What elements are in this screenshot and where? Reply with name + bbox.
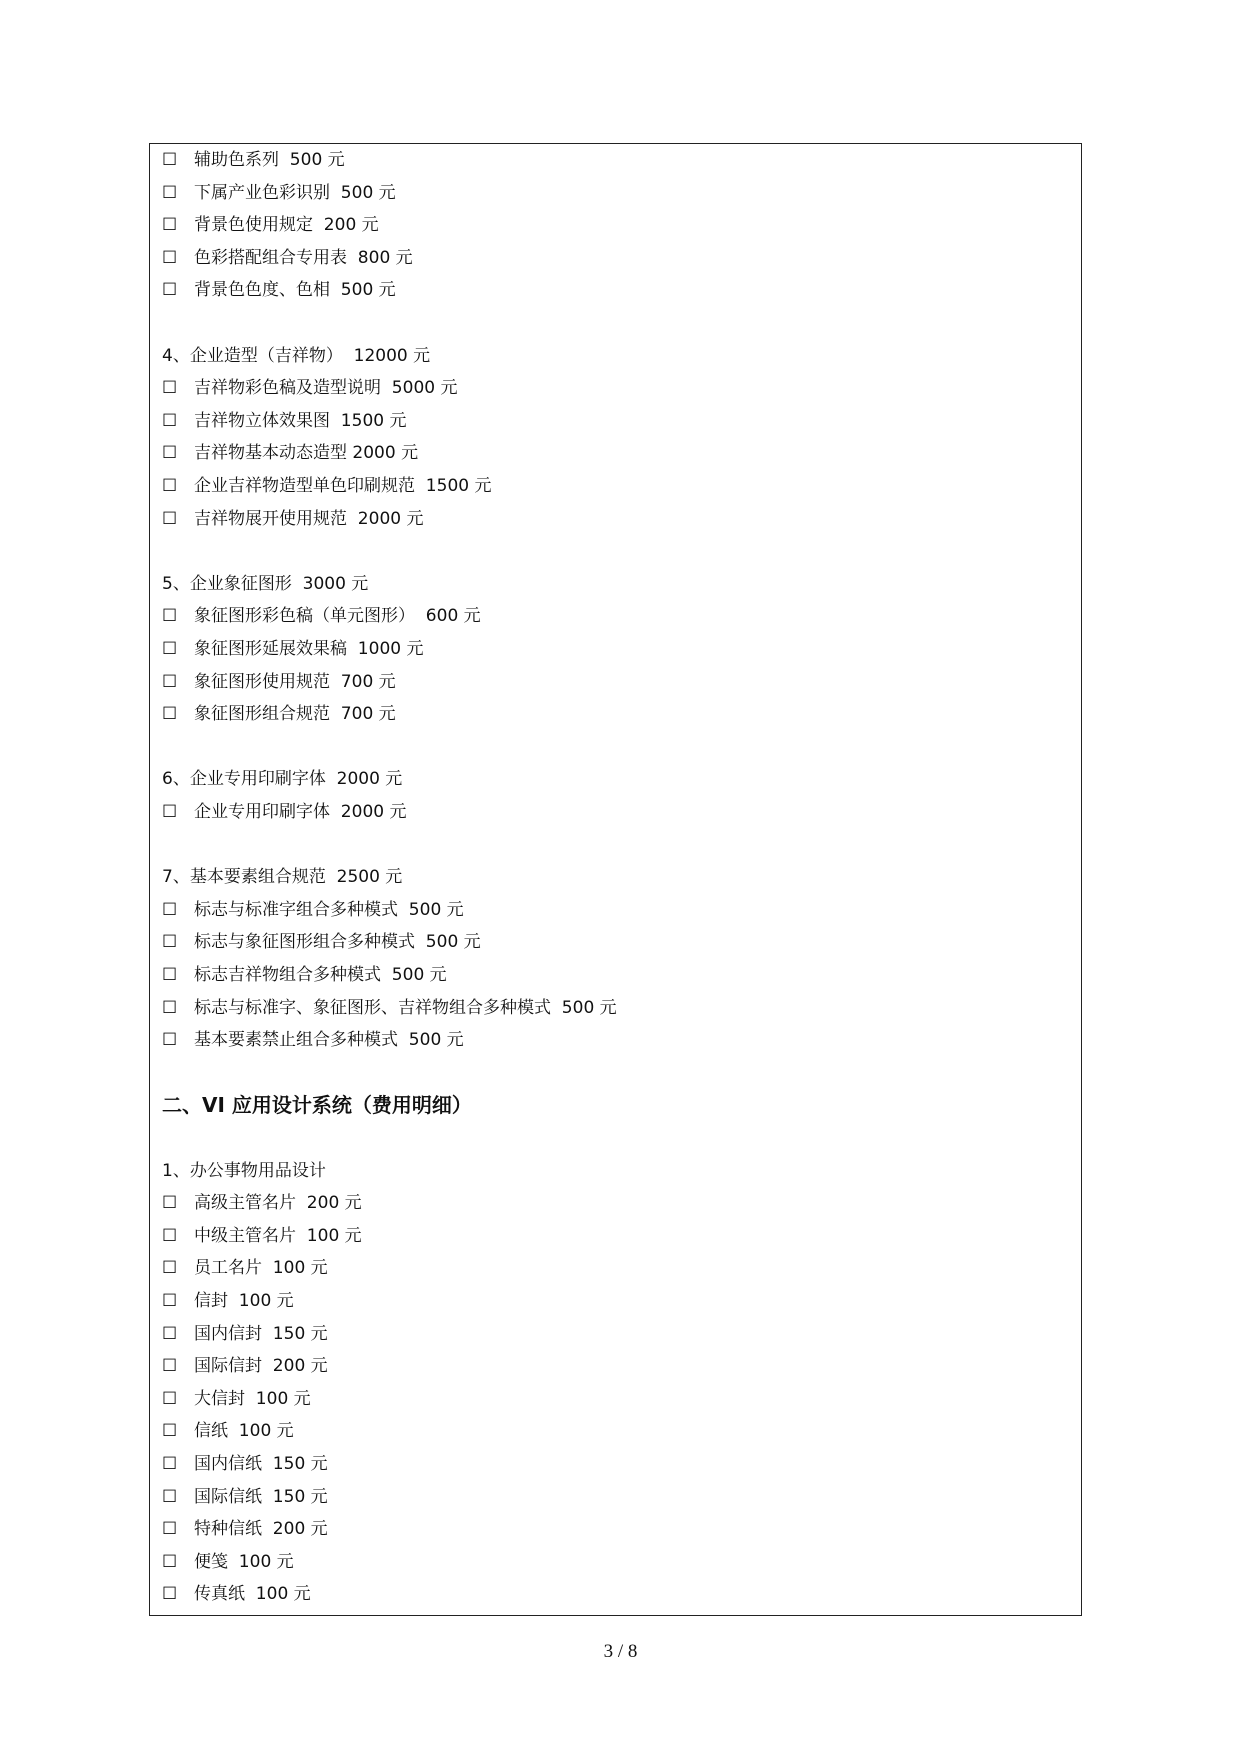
item-label: 色彩搭配组合专用表 800 元 <box>194 247 413 268</box>
group-heading: 6、企业专用印刷字体 2000 元 <box>162 769 403 790</box>
checkbox-icon[interactable]: ☐ <box>162 1421 178 1442</box>
checkbox-icon[interactable]: ☐ <box>162 639 178 659</box>
checklist-item[interactable] <box>162 1550 294 1574</box>
item-label: 大信封 100 元 <box>194 1388 311 1409</box>
checkbox-icon[interactable]: ☐ <box>162 932 178 953</box>
checkbox-icon[interactable]: ☐ <box>162 247 178 268</box>
checklist-item[interactable] <box>162 213 379 237</box>
group-heading: 1、办公事物用品设计 <box>162 1160 326 1181</box>
checkbox-icon[interactable]: ☐ <box>162 704 178 725</box>
checklist-item[interactable] <box>162 1452 328 1476</box>
group-heading: 7、基本要素组合规范 2500 元 <box>162 867 403 888</box>
checkbox-icon[interactable]: ☐ <box>162 410 178 431</box>
checklist-item[interactable] <box>162 474 491 498</box>
checklist-item[interactable] <box>162 800 406 824</box>
checkbox-icon[interactable]: ☐ <box>162 1291 178 1311</box>
checklist-item[interactable] <box>162 441 418 465</box>
checkbox-icon[interactable]: ☐ <box>162 899 178 920</box>
checklist-item[interactable] <box>162 1224 362 1248</box>
checklist-item[interactable] <box>162 1354 328 1378</box>
checklist-item[interactable] <box>162 1387 311 1411</box>
checkbox-icon[interactable]: ☐ <box>162 1323 178 1344</box>
item-label: 吉祥物展开使用规范 2000 元 <box>194 508 424 529</box>
checklist-item[interactable] <box>162 702 396 726</box>
checklist-item[interactable] <box>162 181 396 205</box>
checkbox-icon[interactable]: ☐ <box>162 1030 178 1051</box>
checkbox-icon[interactable]: ☐ <box>162 606 178 627</box>
checklist-item[interactable] <box>162 409 406 433</box>
checkbox-icon[interactable]: ☐ <box>162 1584 178 1605</box>
checkbox-icon[interactable]: ☐ <box>162 443 178 464</box>
checkbox-icon[interactable]: ☐ <box>162 1388 178 1409</box>
checklist-item[interactable] <box>162 246 413 270</box>
checkbox-icon[interactable]: ☐ <box>162 997 178 1018</box>
item-label: 国际信封 200 元 <box>194 1356 328 1377</box>
checkbox-icon[interactable]: ☐ <box>162 1356 178 1377</box>
item-label: 特种信纸 200 元 <box>194 1519 328 1540</box>
item-label: 背景色色度、色相 500 元 <box>194 280 396 301</box>
item-label: 辅助色系列 500 元 <box>194 150 345 170</box>
item-label: 高级主管名片 200 元 <box>194 1193 362 1214</box>
checkbox-icon[interactable]: ☐ <box>162 476 178 496</box>
checklist-item[interactable] <box>162 996 617 1020</box>
checkbox-icon[interactable]: ☐ <box>162 280 178 301</box>
checkbox-icon[interactable]: ☐ <box>162 671 178 692</box>
checklist-item[interactable] <box>162 1191 362 1215</box>
checklist-item[interactable] <box>162 637 423 661</box>
checklist-item[interactable] <box>162 670 396 694</box>
checklist-item[interactable] <box>162 278 396 302</box>
item-label: 企业吉祥物造型单色印刷规范 1500 元 <box>194 476 492 496</box>
item-label: 吉祥物立体效果图 1500 元 <box>194 410 407 431</box>
item-label: 国内信封 150 元 <box>194 1323 328 1344</box>
item-label: 国内信纸 150 元 <box>194 1454 328 1474</box>
checklist-item[interactable] <box>162 376 457 400</box>
item-label: 基本要素禁止组合多种模式 500 元 <box>194 1030 464 1051</box>
checkbox-icon[interactable]: ☐ <box>162 1193 178 1214</box>
item-label: 标志与标准字、象征图形、吉祥物组合多种模式 500 元 <box>194 997 617 1018</box>
item-label: 传真纸 100 元 <box>194 1584 311 1605</box>
item-label: 吉祥物基本动态造型 2000 元 <box>194 443 419 464</box>
checkbox-icon[interactable]: ☐ <box>162 150 178 170</box>
item-label: 标志与标准字组合多种模式 500 元 <box>194 899 464 920</box>
checkbox-icon[interactable]: ☐ <box>162 1551 178 1572</box>
item-label: 企业专用印刷字体 2000 元 <box>194 802 407 822</box>
checkbox-icon[interactable]: ☐ <box>162 1258 178 1279</box>
checklist-item[interactable] <box>162 1582 311 1606</box>
checklist-item[interactable] <box>162 507 423 531</box>
item-label: 标志与象征图形组合多种模式 500 元 <box>194 932 481 953</box>
item-label: 国际信纸 150 元 <box>194 1486 328 1507</box>
checkbox-icon[interactable]: ☐ <box>162 378 178 399</box>
checklist-item[interactable] <box>162 1485 328 1509</box>
group-heading: 4、企业造型（吉祥物） 12000 元 <box>162 345 431 366</box>
item-label: 便笺 100 元 <box>194 1551 294 1572</box>
item-label: 中级主管名片 100 元 <box>194 1225 362 1246</box>
item-label: 象征图形使用规范 700 元 <box>194 671 396 692</box>
checklist-item[interactable] <box>162 1517 328 1541</box>
item-label: 信封 100 元 <box>194 1291 294 1311</box>
item-label: 象征图形彩色稿（单元图形） 600 元 <box>194 606 481 627</box>
checkbox-icon[interactable]: ☐ <box>162 802 178 822</box>
checklist-item[interactable] <box>162 604 481 628</box>
item-label: 下属产业色彩识别 500 元 <box>194 182 396 203</box>
checklist-item[interactable] <box>162 1419 294 1443</box>
checkbox-icon[interactable]: ☐ <box>162 965 178 985</box>
checklist-item[interactable] <box>162 148 345 172</box>
checklist-item[interactable] <box>162 930 481 954</box>
checkbox-icon[interactable]: ☐ <box>162 1519 178 1540</box>
checkbox-icon[interactable]: ☐ <box>162 1225 178 1246</box>
item-label: 象征图形组合规范 700 元 <box>194 704 396 725</box>
item-label: 信纸 100 元 <box>194 1421 294 1442</box>
item-label: 吉祥物彩色稿及造型说明 5000 元 <box>194 378 458 399</box>
item-label: 象征图形延展效果稿 1000 元 <box>194 639 424 659</box>
checkbox-icon[interactable]: ☐ <box>162 1454 178 1474</box>
checkbox-icon[interactable]: ☐ <box>162 1486 178 1507</box>
item-label: 背景色使用规定 200 元 <box>194 215 379 236</box>
checklist-item[interactable] <box>162 1028 464 1052</box>
checkbox-icon[interactable]: ☐ <box>162 215 178 236</box>
checklist-item[interactable] <box>162 898 464 922</box>
item-label: 标志吉祥物组合多种模式 500 元 <box>194 965 447 985</box>
checklist-item[interactable] <box>162 963 447 987</box>
checkbox-icon[interactable]: ☐ <box>162 182 178 203</box>
item-label: 员工名片 100 元 <box>194 1258 328 1279</box>
section-title: 二、VI 应用设计系统（费用明细） <box>162 1093 472 1118</box>
group-heading: 5、企业象征图形 3000 元 <box>162 573 369 594</box>
checklist-item[interactable] <box>162 1256 328 1280</box>
checkbox-icon[interactable]: ☐ <box>162 508 178 529</box>
page-number: 3 / 8 <box>603 1641 638 1662</box>
checklist-item[interactable] <box>162 1289 294 1313</box>
checklist-item[interactable] <box>162 1322 328 1346</box>
